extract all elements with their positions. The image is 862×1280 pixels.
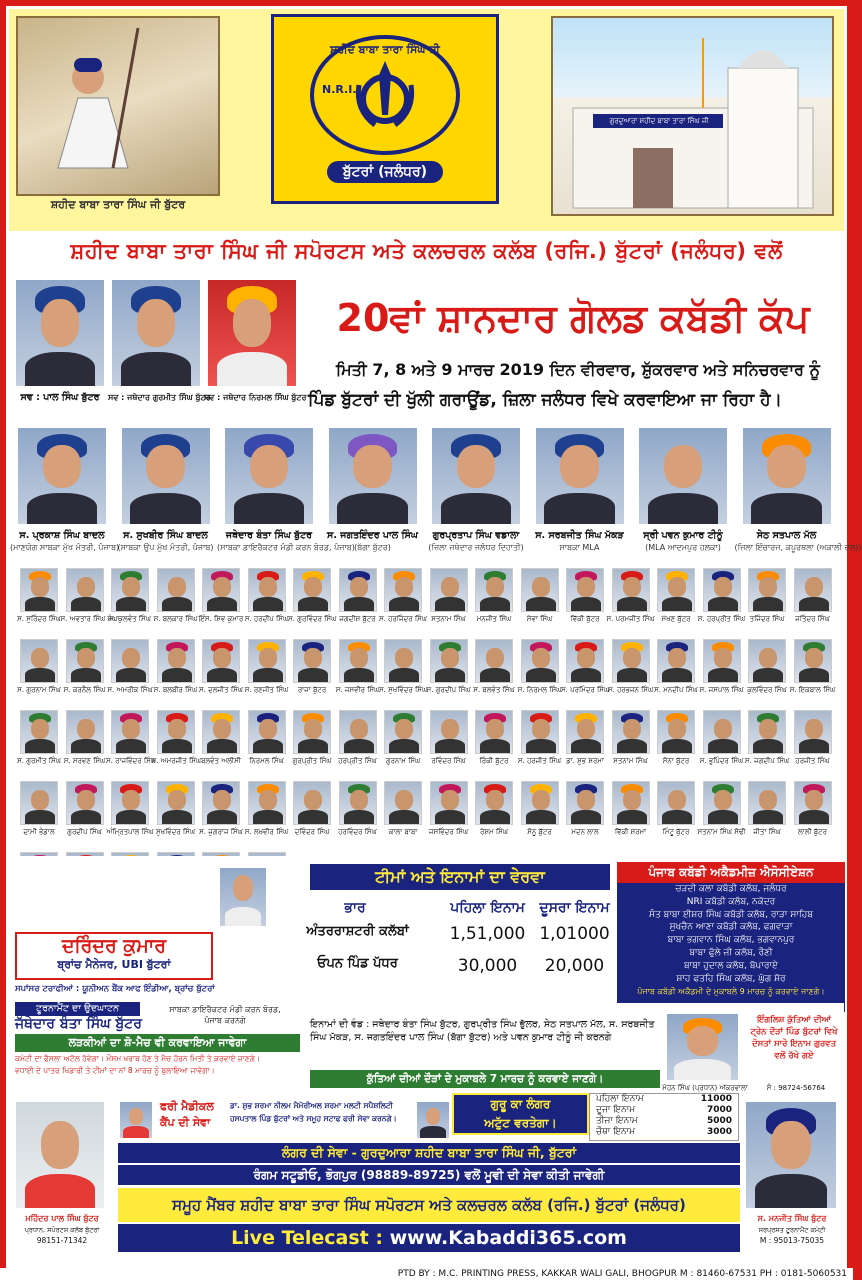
- memorial-portrait-2: [110, 278, 202, 388]
- telecast-label: Live Telecast :: [231, 1227, 390, 1249]
- supporter-name: ਰਿੰਕੀ ਬੁੱਟਰ: [479, 757, 509, 765]
- dignitary-name: ਸ. ਸਰਬਜੀਤ ਸਿੰਘ ਮੱਕੜ: [535, 530, 624, 541]
- dignitary-name: ਸ. ਪ੍ਰਕਾਸ਼ ਸਿੰਘ ਬਾਦਲ: [19, 530, 105, 541]
- supporter-photo: [111, 639, 149, 683]
- sponsor-box: [15, 932, 213, 980]
- supporter-name: ਰਵਿੰਦਰ ਸਿੰਘ: [431, 757, 466, 765]
- left-person-name: ਮਹਿੰਦਰ ਪਾਲ ਸਿੰਘ ਬੁੱਟਰ: [25, 1214, 99, 1223]
- memorial-portrait-3: [206, 278, 298, 388]
- supporter-name: ਸ. ਹਰਜੀਤ ਸਿੰਘ: [517, 757, 562, 765]
- president-left-portrait: [14, 1100, 106, 1210]
- medical-camp-text-2: ਹਸਪਤਾਲ ਪਿੰਡ ਬੁੱਟਰਾਂ ਅਤੇ ਸਮੂਹ ਸਟਾਫ ਫਰੀ ਸੇਵਾ ਕਰਨਗੇ।: [230, 1114, 397, 1123]
- dignitary-name: ਜਥੇਦਾਰ ਬੰਤਾ ਸਿੰਘ ਬੁੱਟਰ: [225, 530, 313, 541]
- supporter-name: ਸ. ਜਗਦੀਪ ਸਿੰਘ: [744, 757, 790, 765]
- supporter-photo: [657, 568, 695, 612]
- small-prize-table: [589, 1093, 739, 1141]
- supporter-name: ਹਰਵਿੰਦਰ ਸਿੰਘ: [338, 828, 377, 836]
- small-prize-row: [590, 1127, 738, 1138]
- supporter-photo: [20, 639, 58, 683]
- supporter-photo: [703, 639, 741, 683]
- supporter-photo: [612, 710, 650, 754]
- club-emblem: [271, 14, 499, 204]
- cup-title: 20ਵਾਂ ਸ਼ਾਨਦਾਰ ਗੋਲਡ ਕਬੱਡੀ ਕੱਪ: [336, 296, 810, 340]
- supporter-name: ਸੁਖਵਿੰਦਰ ਸਿੰਘ: [155, 828, 196, 836]
- small-prize-row: [590, 1094, 738, 1105]
- inauguration-detail: ਸਾਬਕਾ ਡਾਇਰੈਕਟਰ ਮੰਡੀ ਕਰਨ ਬੋਰਡ, ਪੰਜਾਬ ਕਰਨਗੇ: [169, 1005, 281, 1025]
- patron-portrait: [744, 1100, 838, 1210]
- supporter-photo: [794, 568, 832, 612]
- president-name: ਮੋਹਨ ਸਿੰਘ (ਪ੍ਰਧਾਨ) ਅੱਕਰਵਾਲਾ: [662, 1084, 748, 1092]
- prize-row-2-label: ਓਪਨ ਪਿੰਡ ਪੱਧਰ: [317, 956, 398, 971]
- supporter-name: ਸ. ਗੁਰਵਿੰਦਰ ਸਿੰਘ: [288, 615, 337, 623]
- supporter-name: ਸੋਨਾ ਬੁੱਟਰ: [662, 757, 690, 765]
- supporter-name: ਕੁਲਵਿੰਦਰ ਸਿੰਘ: [747, 686, 787, 694]
- supporter-name: ਜੀਤਾ ਸਿੰਘ: [753, 828, 781, 836]
- supporter-name: ਇੰਸ. ਸ਼ਿਵ ਕੁਮਾਰ: [198, 615, 244, 623]
- supporter-photo: [794, 710, 832, 754]
- supporter-photo: [566, 639, 604, 683]
- supporter-photo: [384, 710, 422, 754]
- khanda-icon: [345, 55, 425, 135]
- dignitary-role: (ਜ਼ਿਲਾ ਇੰਚਾਰਜ, ਕਪੂਰਥਲਾ (ਅਕਾਲੀ ਦਲ)): [734, 543, 862, 552]
- supporter-photo: [566, 710, 604, 754]
- supporter-photo: [293, 568, 331, 612]
- langar-line-1: ਗੁਰੂ ਕਾ ਲੰਗਰ: [490, 1097, 551, 1111]
- supporter-photo: [566, 781, 604, 825]
- supporter-name: ਸ. ਹਰਭਜਨ ਸਿੰਘ: [607, 686, 654, 694]
- supporter-name: ਮਦਨ ਲਾਲ: [571, 828, 599, 836]
- dignitary-role: (ਬੱਗਾ ਬੁੱਟਰ): [354, 543, 391, 552]
- supporter-photo: [248, 710, 286, 754]
- supporter-photo: [339, 710, 377, 754]
- supporter-name: ਹਰਪ੍ਰੀਤ ਸਿੰਘ: [338, 757, 377, 765]
- supporter-photo: [339, 639, 377, 683]
- small-prize-row: [590, 1105, 738, 1116]
- dignitary-name: ਸ੍ਰੀ ਪਵਨ ਕੁਮਾਰ ਟੀਨੂੰ: [643, 530, 723, 541]
- dignitary-portrait: [223, 426, 315, 526]
- supporter-photo: [20, 781, 58, 825]
- supporter-name: ਜਤਿੰਦਰ ਸਿੰਘ: [795, 615, 830, 623]
- supporter-photo: [157, 710, 195, 754]
- supporter-photo: [612, 781, 650, 825]
- supporter-photo: [111, 568, 149, 612]
- prize-col-second: ਦੂਸਰਾ ਇਨਾਮ: [539, 900, 610, 916]
- prize-table: [270, 860, 615, 1010]
- warrior-figure-icon: [18, 18, 218, 194]
- academy-club: ਬਾਬਾ ਫੁੱਲੇ ਜੀ ਕਲੱਬ, ਰੌਣੀ: [689, 947, 773, 958]
- supporter-photo: [657, 710, 695, 754]
- emblem-ring: [310, 35, 460, 155]
- supporter-name: ਸ. ਬਲਕਾਰ ਸਿੰਘ: [153, 615, 198, 623]
- supporter-photo: [111, 710, 149, 754]
- supporter-photo: [703, 568, 741, 612]
- small-prize-value: 7000: [706, 1105, 732, 1115]
- academy-club: ਸੰਤ ਬਾਬਾ ਈਸ਼ਰ ਸਿੰਘ ਕਬੱਡੀ ਕਲੱਬ, ਰਾੜਾ ਸਾਹਿਬ: [649, 909, 813, 920]
- small-prize-label: ਪਹਿਲਾ ਇਨਾਮ: [596, 1094, 644, 1104]
- langar-line-2: ਅਟੁੱਟ ਵਰਤੇਗਾ।: [484, 1116, 557, 1130]
- supporter-photo: [384, 639, 422, 683]
- dignitary-portrait: [16, 426, 108, 526]
- supporter-photo: [157, 639, 195, 683]
- supporter-photo: [293, 781, 331, 825]
- supporter-photo: [612, 639, 650, 683]
- supporter-photo: [430, 568, 468, 612]
- medical-camp-text-1: ਡਾ. ਸ਼ੁਭ ਸ਼ਰਮਾ ਨੀਲਮ ਮੈਮੋਰੀਅਲ ਸ਼ਰਮਾ ਮਲਟੀ ਸਪੈਸ਼ਲਿਟੀ: [230, 1101, 393, 1110]
- telecast-bar: [118, 1224, 740, 1252]
- supporter-name: ਨਿਰਮਲ ਸਿੰਘ: [249, 757, 284, 765]
- dignitary-name: ਸੇਠ ਸਤਪਾਲ ਮੱਲ: [756, 530, 817, 541]
- academy-club: ਬਾਬਾ ਹੁਦਾਲ ਕਲੱਬ, ਬੋਪਾਰਾਏ: [684, 960, 778, 971]
- medical-camp-title-2: ਕੈਂਪ ਦੀ ਸੇਵਾ: [160, 1116, 211, 1129]
- prize-heading: ਟੀਮਾਂ ਅਤੇ ਇਨਾਮਾਂ ਦਾ ਵੇਰਵਾ: [310, 864, 610, 890]
- supporter-name: ਸ. ਸੁਰਿੰਦਰ ਸਿੰਘ: [17, 615, 61, 623]
- supporter-name: ਸੇਵਾ ਸਿੰਘ: [526, 615, 553, 623]
- supporter-name: ਸ. ਭੁਪਿੰਦਰ ਸਿੰਘ: [699, 757, 744, 765]
- supporter-name: ਸ. ਪਰਮਜੀਤ ਸਿੰਘ: [606, 615, 655, 623]
- martyr-painting: [16, 16, 220, 196]
- supporter-photo: [293, 639, 331, 683]
- supporter-photo: [521, 568, 559, 612]
- supporter-photo: [703, 781, 741, 825]
- memorial-name-2: ਸਵ : ਜਥੇਦਾਰ ਗੁਰਮੀਤ ਸਿੰਘ ਬੁੱਟਰ: [108, 393, 211, 402]
- sponsor-trophies: ਸਪਾਂਸਰ ਟਰਾਫੀਆਂ : ਯੂਨੀਅਨ ਬੈਂਕ ਆਫ ਇੰਡੀਆ, ਬ੍ਰਾਂਚ ਬੁੱਟਰਾਂ: [15, 984, 215, 994]
- supporter-photo: [66, 710, 104, 754]
- supporter-name: ਮਨਜੀਤ ਸਿੰਘ: [476, 615, 512, 623]
- supporter-photo: [657, 781, 695, 825]
- event-venue: ਪਿੰਡ ਬੁੱਟਰਾਂ ਦੀ ਖੁੱਲੀ ਗਰਾਊਂਡ, ਜ਼ਿਲਾ ਜਲੰਧਰ ਵਿਖੇ ਕਰਵਾਇਆ ਜਾ ਰਿਹਾ ਹੈ।: [308, 390, 782, 410]
- supporter-name: ਅੰਮ੍ਰਿਤਪਾਲ ਸਿੰਘ: [106, 828, 154, 836]
- supporter-name: ਸ. ਬਲਵੰਤ ਸਿੰਘ: [473, 686, 515, 694]
- langar-seva-banner: ਲੰਗਰ ਦੀ ਸੇਵਾ - ਗੁਰਦੁਆਰਾ ਸ਼ਹੀਦ ਬਾਬਾ ਤਾਰਾ ਸਿੰਘ ਜੀ, ਬੁੱਟਰਾਂ: [118, 1143, 740, 1163]
- dog-race-banner: ਕੁੱਤਿਆਂ ਦੀਆਂ ਦੌੜਾਂ ਦੇ ਮੁਕਾਬਲੇ 7 ਮਾਰਚ ਨੂੰ ਕਰਵਾਏ ਜਾਣਗੇ।: [310, 1070, 660, 1088]
- supporter-photo: [430, 781, 468, 825]
- supporter-photo: [475, 639, 513, 683]
- dignitary-portrait: [327, 426, 419, 526]
- prize-row-1-second: 1,01000: [539, 924, 610, 944]
- supporter-name: ਮਿੰਟੂ ਬੁੱਟਰ: [662, 828, 690, 836]
- inauguration-name: ਜੱਥੇਦਾਰ ਬੰਤਾ ਸਿੰਘ ਬੁੱਟਰ: [15, 1016, 142, 1032]
- patron-role: ਸਰਪ੍ਰਸਤ ਟੂਰਨਾਮੈਂਟ ਕਮੇਟੀ: [758, 1226, 826, 1234]
- dignitary-role: (ਜ਼ਿਲਾ ਜਥੇਦਾਰ ਜਲੰਧਰ ਦਿਹਾਤੀ): [428, 543, 524, 552]
- martyr-caption: ਸ਼ਹੀਦ ਬਾਬਾ ਤਾਰਾ ਸਿੰਘ ਜੀ ਬੁੱਟਰ: [50, 198, 186, 211]
- supporter-photo: [202, 710, 240, 754]
- academy-panel: [617, 862, 845, 1012]
- supporter-name: ਸ. ਗੁਰਨਾਮ ਸਿੰਘ: [17, 686, 61, 694]
- supporter-name: ਰੇਸ਼ਮ ਸਿੰਘ: [480, 828, 508, 836]
- supporter-name: ਸ. ਬਲਬੀਰ ਸਿੰਘ: [153, 686, 198, 694]
- prize-row-2-first: 30,000: [457, 956, 518, 976]
- supporter-photo: [384, 781, 422, 825]
- supporter-photo: [248, 639, 286, 683]
- supporter-name: ਸ. ਹਰਦੀਪ ਸਿੰਘ: [244, 615, 289, 623]
- supporter-name: ਸ. ਅਮਰਜੀਤ ਸਿੰਘ: [151, 757, 202, 765]
- prize-row-1-label: ਅੰਤਰਰਾਸ਼ਟਰੀ ਕਲੱਬਾਂ: [306, 924, 409, 939]
- girls-show-match: ਲੜਕੀਆਂ ਦਾ ਸ਼ੋ-ਮੈਚ ਵੀ ਕਰਵਾਇਆ ਜਾਵੇਗਾ: [15, 1034, 300, 1052]
- supporter-name: ਦਵਿੰਦਰ ਸਿੰਘ: [294, 828, 330, 836]
- supporter-name: ਸ. ਰਾਜਵਿੰਦਰ ਸਿੰਘ: [106, 757, 156, 765]
- supporter-name: ਸ. ਅਵਤਾਰ ਸਿੰਘ ਸੰਘਾ: [60, 615, 120, 623]
- supporter-photo: [521, 710, 559, 754]
- supporter-name: ਸਤਨਾਮ ਸਿੰਘ ਸੋਢੀ: [697, 828, 746, 836]
- small-prize-value: 11000: [700, 1094, 732, 1104]
- academy-club: ਸੁਖਚੈਨ ਆਣਾ ਕਬੱਡੀ ਕਲੱਬ, ਫਗਵਾੜਾ: [669, 922, 793, 933]
- dignitary-role: ਸਾਬਕਾ MLA: [559, 543, 600, 552]
- supporter-photo: [566, 568, 604, 612]
- dignitary-role: (ਸਾਬਕਾ ਡਾਇਰੈਕਟਰ ਮੰਡੀ ਕਰਨ ਬੋਰਡ, ਪੰਜਾਬ): [217, 543, 355, 552]
- small-prize-rows: [590, 1094, 738, 1138]
- supporter-name: ਗੁਰਦੀਪ ਸਿੰਘ: [67, 828, 102, 836]
- supporter-photo: [202, 568, 240, 612]
- supporter-name: ਮੱਖਣ ਬੁੱਟਰ: [661, 615, 691, 623]
- emblem-location-pill: ਬੁੱਟਰਾਂ (ਜਲੰਧਰ): [327, 161, 443, 183]
- dignitary-name: ਸ. ਸੁਖਬੀਰ ਸਿੰਘ ਬਾਦਲ: [123, 530, 208, 541]
- supporter-name: ਬਲਵੰਤ ਅਲੀਸੀ: [201, 757, 241, 765]
- supporter-photo: [157, 568, 195, 612]
- supporter-photo: [157, 781, 195, 825]
- doctor-portrait: [415, 1100, 451, 1140]
- prize-distribution: ਇਨਾਮਾਂ ਦੀ ਵੰਡ : ਜਥੇਦਾਰ ਬੰਤਾ ਸਿੰਘ ਬੁੱਟਰ, ਗੁਰਪ੍ਰੀਤ ਸਿੰਘ ਭੁੱਲਰ, ਸੇਠ ਸਤਪਾਲ ਮੱਲ, ਸ. ਸਰਬਜੀਤ ਸਿੰਘ ਮੱਕੜ, ਸ. ਜਗਤਇੰਦਰ ਪਾਲ ਸਿੰਘ (ਬੱਗਾ ਬੁੱਟਰ) ਅਤੇ ਪਵਨ ਕੁਮਾਰ ਟੀਨੂੰ ਜੀ ਕਰਨਗੇ: [310, 1019, 655, 1043]
- academy-heading: ਪੰਜਾਬ ਕਬੱਡੀ ਅਕੈਡਮੀਜ਼ ਐਸੋਸੀਏਸ਼ਨ: [617, 862, 845, 883]
- supporter-name: ਵਿੱਕੀ ਸ਼ਰਮਾ: [614, 828, 647, 836]
- studio-banner: ਰੰਗਮ ਸਟੂਡੀਓ, ਭੋਗਪੁਰ (98889-89725) ਵਲੋਂ ਮੂਵੀ ਦੀ ਸੇਵਾ ਕੀਤੀ ਜਾਵੇਗੀ: [118, 1165, 740, 1185]
- small-prize-value: 3000: [706, 1127, 732, 1137]
- left-person-phone: 98151-71342: [36, 1236, 88, 1245]
- supporter-name: ਸ. ਜਸਪਾਲ ਸਿੰਘ: [699, 686, 744, 694]
- telecast-text: [118, 1224, 740, 1252]
- supporter-name: ਸ. ਲਖਵੀਰ ਸਿੰਘ: [244, 828, 289, 836]
- committee-note-2: ਵਧਾਈ ਦੇ ਪਾਤਰ ਖਿਡਾਰੀ ਤੇ ਟੀਮਾਂ ਦਾ ਨਾਂ 8 ਮਾਰਚ ਨੂੰ ਬੁਲਾਇਆ ਜਾਵੇਗਾ।: [15, 1066, 215, 1075]
- dignitary-name: ਸ. ਜਗਤਇੰਦਰ ਪਾਲ ਸਿੰਘ: [327, 530, 418, 541]
- small-prize-label: ਚੌਥਾ ਇਨਾਮ: [596, 1127, 636, 1137]
- dignitary-role: (MLA ਆਦਮਪੁਰ ਹਲਕਾ): [645, 543, 721, 552]
- prize-row-1-first: 1,51,000: [449, 924, 526, 944]
- supporter-name: ਸ. ਕੁਲਵੰਤ ਸਿੰਘ: [109, 615, 151, 623]
- supporter-photo: [430, 710, 468, 754]
- supporter-photo: [794, 781, 832, 825]
- supporter-name: ਸ. ਗੁਰਦੀਪ ਸਿੰਘ: [426, 686, 471, 694]
- gurdwara-photo: [551, 16, 834, 216]
- supporter-name: ਸ. ਜਸਵੀਰ ਸਿੰਘ: [335, 686, 380, 694]
- left-person-role: ਪ੍ਰਧਾਨ, ਸਪੋਰਟਸ ਕਲੱਬ ਬੁੱਟਰਾਂ: [24, 1226, 100, 1234]
- supporter-name: ਸ. ਸਰਵਣ ਸਿੰਘ: [63, 757, 106, 765]
- small-prize-value: 5000: [706, 1116, 732, 1126]
- supporter-photo: [748, 639, 786, 683]
- supporter-photo: [475, 568, 513, 612]
- patron-name: ਸ. ਮਨਜੀਤ ਸਿੰਘ ਬੁੱਟਰ: [757, 1214, 827, 1223]
- supporter-photo: [748, 568, 786, 612]
- supporter-photo: [66, 568, 104, 612]
- supporter-name: ਸਤਨਾਮ ਸਿੰਘ: [613, 757, 648, 765]
- sponsor-role: ਬ੍ਰਾਂਚ ਮੈਨੇਜਰ, UBI ਬੁੱਟਰਾਂ: [57, 958, 171, 971]
- supporter-photo: [475, 710, 513, 754]
- supporter-photo: [248, 781, 286, 825]
- supporter-name: ਸ. ਨਿਰਮਲ ਸਿੰਘ: [517, 686, 562, 694]
- small-prize-label: ਤੀਜਾ ਇਨਾਮ: [596, 1116, 638, 1126]
- supporter-photo: [66, 781, 104, 825]
- supporter-name: ਸ. ਪਰਮਿੰਦਰ ਸਿੰਘ: [561, 686, 610, 694]
- supporter-name: ਸ. ਜੁਗਰਾਜ ਸਿੰਘ: [199, 828, 243, 836]
- supporter-photo: [612, 568, 650, 612]
- prize-row-2-second: 20,000: [544, 956, 605, 976]
- academy-club: ਬਾਬਾ ਭਗਵਾਨ ਸਿੰਘ ਕਲੱਬ, ਭਗਵਾਨਪੁਰ: [667, 935, 795, 946]
- prize-col-first: ਪਹਿਲਾ ਇਨਾਮ: [450, 900, 525, 916]
- medical-camp-title-1: ਫਰੀ ਮੈਡੀਕਲ: [160, 1100, 214, 1113]
- members-banner: ਸਮੂਹ ਮੈਂਬਰ ਸ਼ਹੀਦ ਬਾਬਾ ਤਾਰਾ ਸਿੰਘ ਸਪੋਰਟਸ ਅਤੇ ਕਲਚਰਲ ਕਲੱਬ (ਰਜਿ.) ਬੁੱਟਰਾਂ (ਜਲੰਧਰ): [118, 1188, 740, 1222]
- emblem-arc-text: ਸ਼ਹੀਦ ਬਾਬਾ ਤਾਰਾ ਸਿੰਘ ਜੀ: [330, 43, 440, 56]
- supporter-photo: [339, 781, 377, 825]
- supporter-name: ਹਰਜੀਤ ਸਿੰਘ: [795, 757, 830, 765]
- supporter-photo: [748, 781, 786, 825]
- supporter-name: ਸੋਨੂ ਬੁੱਟਰ: [527, 828, 552, 836]
- supporter-name: ਸ. ਹਰਪ੍ਰੀਤ ਸਿੰਘ: [697, 615, 746, 623]
- supporter-name: ਕਾਲਾ ਬਾਬਾ: [388, 828, 418, 836]
- supporter-photo: [20, 710, 58, 754]
- supporter-name: ਸ. ਇਕਬਾਲ ਸਿੰਘ: [789, 686, 836, 694]
- supporter-photo: [293, 710, 331, 754]
- dog-race-info: ਇੰਗਲਿਸ਼ ਕੁੱਤਿਆਂ ਦੀਆਂ ਟ੍ਰੇਨ ਦੌੜਾਂ ਪਿੰਡ ਬੁੱਟਰਾਂ ਵਿਖੇ ਦੋਸਤਾਂ ਸਾਰੇ ਇਨਾਮ ਗੁਰਵਤ ਵਲੋਂ ਰੱਖੇ ਗਏ: [750, 1015, 838, 1061]
- supporter-photo: [475, 781, 513, 825]
- supporter-name: ਲਾਲੀ ਬੁੱਟਰ: [798, 828, 827, 836]
- gurdwara-sign: ਗੁਰਦੁਆਰਾ ਸ਼ਹੀਦ ਬਾਬਾ ਤਾਰਾ ਸਿੰਘ ਜੀ: [609, 117, 709, 125]
- supporter-name: ਸ. ਹਰਜਿੰਦਰ ਸਿੰਘ: [379, 615, 427, 623]
- event-dates: ਮਿਤੀ 7, 8 ਅਤੇ 9 ਮਾਰਚ 2019 ਦਿਨ ਵੀਰਵਾਰ, ਸ਼ੁੱਕਰਵਾਰ ਅਤੇ ਸਨਿਚਰਵਾਰ ਨੂੰ: [336, 360, 820, 379]
- supporter-name: ਦਾਮੀ ਭੰਡਾਲ: [23, 828, 55, 836]
- sponsor-name: ਦਰਿੰਦਰ ਕੁਮਾਰ: [61, 935, 167, 957]
- telecast-url[interactable]: www.Kabaddi365.com: [389, 1227, 627, 1249]
- supporter-photo: [521, 639, 559, 683]
- supporter-name: ਸ. ਰਣਜੀਤ ਸਿੰਘ: [244, 686, 289, 694]
- supporter-photo: [202, 639, 240, 683]
- small-prize-label: ਦੂਜਾ ਇਨਾਮ: [596, 1105, 636, 1115]
- president-phone: ਸੰ : 98724-56764: [766, 1084, 826, 1092]
- academy-club: ਚੜਦੀ ਕਲਾ ਕਬੱਡੀ ਕਲੱਬ, ਜਲੰਧਰ: [675, 884, 787, 894]
- memorial-name-1: ਸਵ : ਪਾਲ ਸਿੰਘ ਬੁੱਟਰ: [20, 392, 100, 403]
- supporter-photo: [794, 639, 832, 683]
- supporter-photo: [111, 781, 149, 825]
- supporter-name: ਗੁਰਨਾਮ ਸਿੰਘ: [385, 757, 421, 765]
- dignitary-name: ਗੁਰਪ੍ਰਤਾਪ ਸਿੰਘ ਵਡਾਲਾ: [432, 530, 520, 541]
- patron-phone: M : 95013-75035: [759, 1236, 825, 1245]
- dignitary-role: (ਮਾਣਯੋਗ ਸਾਬਕਾ ਮੁੱਖ ਮੰਤਰੀ, ਪੰਜਾਬ): [10, 543, 120, 552]
- dignitary-role: (ਸਾਬਕਾ ਉਪ ਮੁੱਖ ਮੰਤਰੀ, ਪੰਜਾਬ): [117, 543, 214, 552]
- supporter-photo: [339, 568, 377, 612]
- memorial-name-3: ਸਵ : ਜਥੇਦਾਰ ਨਿਰਮਲ ਸਿੰਘ ਬੁੱਟਰ: [204, 393, 307, 402]
- supporter-name: ਸ. ਅਮਰੀਕ ਸਿੰਘ: [107, 686, 153, 694]
- supporter-photo: [20, 568, 58, 612]
- supporter-name: ਤਜਿੰਦਰ ਸਿੰਘ: [749, 615, 785, 623]
- dignitary-portrait: [120, 426, 212, 526]
- academy-club: ਸ਼ਾਹ ਫਤਹਿ ਸਿੰਘ ਕਲੱਬ, ਘੁੱਗ ਸ਼ੋਰ: [676, 973, 786, 984]
- committee-note-1: ਕਮੇਟੀ ਦਾ ਫੈਸਲਾ ਅਟੱਲ ਹੋਵੇਗਾ। ਮੌਸਮ ਖਰਾਬ ਹੋਣ ਤੇ ਮੈਚ ਹੋਰਨ ਮਿਤੀ ਤੇ ਕਰਵਾਏ ਜਾਣਗੇ।: [15, 1054, 261, 1063]
- supporter-photo: [748, 710, 786, 754]
- supporter-photo: [248, 568, 286, 612]
- inauguration-label: ਟੂਰਨਾਮੈਂਟ ਦਾ ਉਦਘਾਟਨ: [15, 1002, 140, 1016]
- supporter-name: ਜਗਦੀਸ਼ ਬੁੱਟਰ: [339, 615, 376, 623]
- supporter-name: ਸ. ਮਨਦੀਪ ਸਿੰਘ: [654, 686, 698, 694]
- supporter-photo: [521, 781, 559, 825]
- dignitary-portrait: [741, 426, 833, 526]
- academy-club: NRI ਕਬੱਡੀ ਕਲੱਬ, ਨਕੋਦਰ: [686, 896, 776, 907]
- supporter-name: ਜਸਵਿੰਦਰ ਸਿੰਘ: [428, 828, 469, 836]
- supporter-name: ਰਾਜਾ ਬੁੱਟਰ: [297, 686, 327, 694]
- supporter-name: ਡਾ. ਸ਼ੁਭ ਸ਼ਰਮਾ: [566, 757, 604, 765]
- printer-credit: PTD BY : M.C. PRINTING PRESS, KAKKAR WALI GALI, BHOGPUR M : 81460-67531 PH : 0181-5060531: [0, 1268, 853, 1280]
- memorial-portrait-1: [14, 278, 106, 388]
- supporter-photo: [66, 639, 104, 683]
- academy-list: [617, 883, 845, 985]
- supporter-photo: [430, 639, 468, 683]
- supporter-photo: [703, 710, 741, 754]
- supporter-name: ਸ. ਕਰਨੈਲ ਸਿੰਘ: [63, 686, 106, 694]
- dignitary-portrait: [534, 426, 626, 526]
- dignitary-portrait: [637, 426, 729, 526]
- dignitary-portrait: [430, 426, 522, 526]
- doctor-child-portrait: [118, 1100, 154, 1140]
- supporter-name: ਸ. ਦਲਜੀਤ ਸਿੰਘ: [199, 686, 243, 694]
- supporter-name: ਸ. ਸੁਖਵਿੰਦਰ ਸਿੰਘ: [379, 686, 428, 694]
- langar-box: [452, 1093, 589, 1135]
- sponsor-portrait: [218, 866, 268, 928]
- supporter-name: ਵਿੱਕੀ ਬੁੱਟਰ: [570, 615, 600, 623]
- prize-col-weight: ਭਾਰ: [344, 900, 366, 916]
- supporter-name: ਸਤਨਾਮ ਸਿੰਘ: [431, 615, 466, 623]
- emblem-nri-text: N.R.I.: [322, 83, 357, 96]
- supporter-name: ਗੁਰਪ੍ਰੀਤ ਸਿੰਘ: [292, 757, 332, 765]
- president-portrait: [665, 1012, 740, 1082]
- supporter-name: ਸ. ਗੁਰਮੀਤ ਸਿੰਘ: [17, 757, 61, 765]
- organizer-title: ਸ਼ਹੀਦ ਬਾਬਾ ਤਾਰਾ ਸਿੰਘ ਜੀ ਸਪੋਰਟਸ ਅਤੇ ਕਲਚਰਲ ਕਲੱਬ (ਰਜਿ.) ਬੁੱਟਰਾਂ (ਜਲੰਧਰ) ਵਲੋਂ: [9, 231, 844, 271]
- supporter-photo: [657, 639, 695, 683]
- small-prize-row: [590, 1116, 738, 1127]
- academy-note: ਪੰਜਾਬ ਕਬੱਡੀ ਅਕੈਡਮੀ ਦੇ ਮੁਕਾਬਲੇ 9 ਮਾਰਚ ਨੂੰ ਕਰਵਾਏ ਜਾਣਗੇ।: [637, 987, 825, 997]
- supporter-photo: [384, 568, 422, 612]
- supporter-photo: [202, 781, 240, 825]
